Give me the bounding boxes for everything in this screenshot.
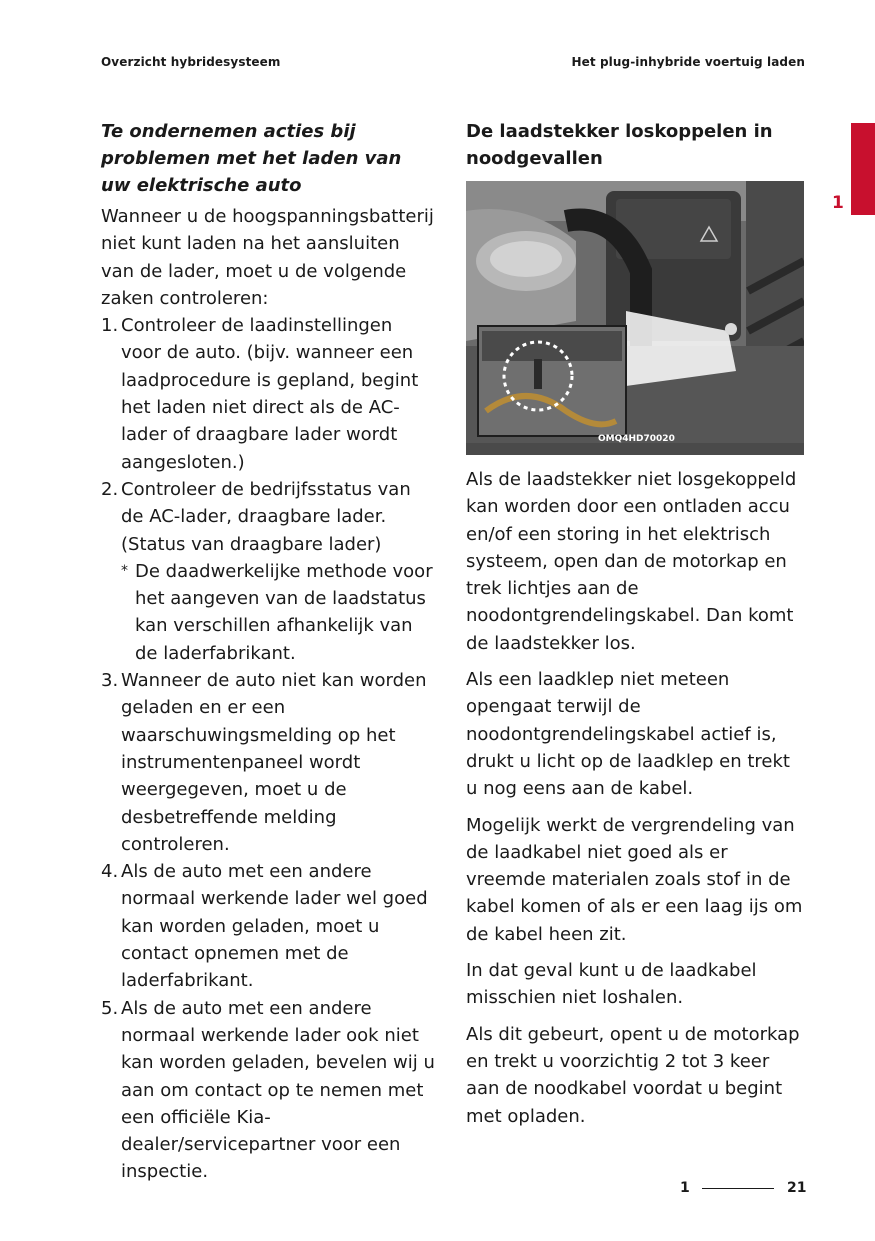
step-number: 3. (101, 670, 119, 692)
paragraph: In dat geval kunt u de laadkabel misschien niet loshalen. (466, 960, 757, 1009)
list-item (101, 858, 436, 994)
step-text: Controleer de laadinstellingen voor de auto. (bijv. wanneer een laadprocedure is gepland, begint het laden niet direct als de AC-lader of draagbare lader wordt aangesloten.) (121, 315, 419, 473)
footer-chapter-number: 1 (680, 1180, 690, 1196)
step-text: Wanneer de auto niet kan worden geladen en er een waarschuwingsmelding op het instrumentenpaneel wordt weergegeven, moet u de desbetreffende melding controleren. (121, 670, 427, 855)
paragraph: Als dit gebeurt, opent u de motorkap en trekt u voorzichtig 2 tot 3 keer aan de noodkabel voordat u begint met opladen. (466, 1023, 800, 1127)
chapter-tab (851, 123, 875, 215)
step-number: 2. (101, 478, 119, 500)
step-text: Als de auto met een andere normaal werkende lader wel goed kan worden geladen, moet u contact opnemen met de laderfabrikant. (121, 861, 428, 992)
paragraph: Mogelijk werkt de vergrendeling van de laadkabel niet goed als er vreemde materialen zoals stof in de kabel komen of als er een laag ijs om de kabel heen zit. (466, 814, 803, 945)
intro-paragraph: Wanneer u de hoogspanningsbatterij niet kunt laden na het aansluiten van de lader, moet u de volgende zaken controleren: (101, 206, 434, 309)
list-item (101, 312, 436, 476)
paragraph: Als de laadstekker niet losgekoppeld kan worden door een ontladen accu en/of een storing in het elektrisch systeem, open dan de motorkap en trek lichtjes aan de noodontgrendelingskabel. Dan komt de laadstekker los. (466, 469, 797, 654)
step-number: 1. (101, 315, 119, 337)
engine-bay-illustration (466, 181, 804, 455)
chapter-tab-number: 1 (832, 193, 844, 213)
list-item (101, 995, 436, 1186)
list-item (101, 476, 436, 667)
footnote (121, 558, 436, 667)
footnote-star: * (121, 562, 128, 579)
figure-code: OMQ4HD70020 (598, 433, 675, 444)
step-number: 4. (101, 861, 119, 883)
list-item (101, 667, 436, 858)
step-text: Controleer de bedrijfsstatus van de AC-lader, draagbare lader. (Status van draagbare lader) (121, 478, 411, 555)
right-column (466, 118, 806, 1139)
section-title-charging-problems: Te ondernemen acties bij problemen met het laden van uw elektrische auto (101, 121, 402, 196)
step-number: 5. (101, 997, 119, 1019)
step-text: Als de auto met een andere normaal werkende lader ook niet kan worden geladen, bevelen wij u aan om contact op te nemen met een officiële Kia-dealer/servicepartner voor een inspectie. (121, 997, 435, 1183)
footnote-text: De daadwerkelijke methode voor het aangeven van de laadstatus kan verschillen afhankelijk van de laderfabrikant. (135, 560, 433, 664)
left-column (101, 118, 436, 1186)
paragraph: Als een laadklep niet meteen opengaat terwijl de noodontgrendelingskabel actief is, drukt u licht op de laadklep en trekt u nog eens aan de kabel. (466, 669, 790, 800)
footer-divider (702, 1188, 774, 1189)
footer-page-number: 21 (787, 1180, 807, 1196)
running-header-right: Het plug-inhybride voertuig laden (571, 55, 805, 69)
section-title-emergency-unplug: De laadstekker loskoppelen in noodgevallen (466, 121, 773, 169)
running-header-left: Overzicht hybridesysteem (101, 55, 281, 69)
check-steps-list (101, 312, 436, 1186)
engine-bay-photo (466, 181, 804, 455)
